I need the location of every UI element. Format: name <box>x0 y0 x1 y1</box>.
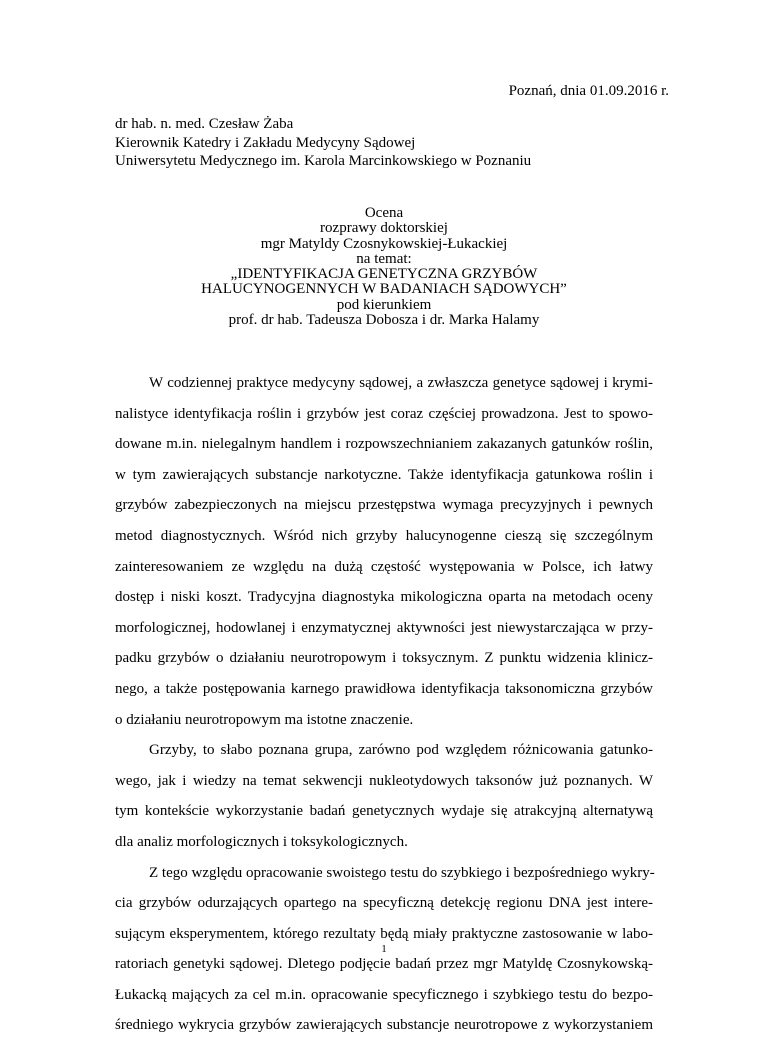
review-title-block <box>115 206 653 328</box>
body-line: padku grzybów o działaniu neurotropowym i toksycznym. Z punktu widzenia klinicz- <box>115 650 653 667</box>
body-line: dostęp i niski koszt. Tradycyjna diagnostyka mikologiczna oparta na metodach oceny <box>115 589 653 606</box>
body-line: Grzyby, to słabo poznana grupa, zarówno pod względem różnicowania gatunko- <box>149 742 653 759</box>
sender-block <box>115 115 531 171</box>
body-line: sującym eksperymentem, którego rezultaty będą miały praktyczne zastosowanie w labo- <box>115 925 653 942</box>
title-line-supervisors: prof. dr hab. Tadeusza Dobosza i dr. Marka Halamy <box>228 312 540 329</box>
document-date: Poznań, dnia 01.09.2016 r. <box>508 83 669 99</box>
body-line: o działaniu neurotropowym ma istotne znaczenie. <box>115 711 414 728</box>
body-line: ratoriach genetyki sądowej. Dletego podjęcie badań przez mgr Matyldę Czosnykowską- <box>115 956 653 973</box>
body-line: dowane m.in. nielegalnym handlem i rozpowszechnianiem zakazanych gatunków roślin, <box>115 436 653 453</box>
body-line: tym kontekście wykorzystanie badań genetycznych wydaje się atrakcyjną alternatywą <box>115 803 653 820</box>
body-line: grzybów zabezpieczonych na miejscu przestępstwa wymaga precyzyjnych i pewnych <box>115 497 653 514</box>
body-line: morfologicznej, hodowlanej i enzymatycznej aktywności jest niewystarczająca w przy- <box>115 619 653 636</box>
thesis-title-line-1: „IDENTYFIKACJA GENETYCZNA GRZYBÓW <box>230 266 538 283</box>
title-line-author: mgr Matyldy Czosnykowskiej-Łukackiej <box>260 235 508 252</box>
body-line: nego, a także postępowania karnego prawidłowa identyfikacja taksonomiczna grzybów <box>115 680 653 697</box>
title-line-na-temat: na temat: <box>356 250 412 267</box>
body-line: cia grzybów odurzających opartego na specyficzną detekcję regionu DNA jest intere- <box>115 895 653 912</box>
body-line: w tym zawierających substancje narkotyczne. Także identyfikacja gatunkowa roślin i <box>115 466 653 483</box>
title-line-ocena: Ocena <box>364 205 404 221</box>
page-number: 1 <box>381 943 387 955</box>
body-line: Z tego względu opracowanie swoistego testu do szybkiego i bezpośredniego wykry- <box>149 864 655 881</box>
body-line: metod diagnostycznych. Wśród nich grzyby halucynogenne cieszą się szczególnym <box>115 527 653 544</box>
body-line: Łukacką mających za cel m.in. opracowanie specyficznego i szybkiego testu do bezpo- <box>115 986 653 1003</box>
body-line: wego, jak i wiedzy na temat sekwencji nukleotydowych taksonów już poznanych. W <box>115 772 653 789</box>
body-line: nalistyce identyfikacja roślin i grzybów jest coraz częściej prowadzona. Jest to spowo- <box>115 405 653 422</box>
title-line-pod-kierunkiem: pod kierunkiem <box>336 296 432 313</box>
sender-position: Kierownik Katedry i Zakładu Medycyny Sądowej <box>115 134 416 151</box>
sender-institution: Uniwersytetu Medycznego im. Karola Marcinkowskiego w Poznaniu <box>115 153 532 169</box>
body-line: średniego wykrycia grzybów zawierających substancje neurotropowe z wykorzystaniem <box>115 1017 653 1034</box>
body-line: dla analiz morfologicznych i toksykologicznych. <box>115 833 408 850</box>
title-line-rozprawy: rozprawy doktorskiej <box>320 220 448 237</box>
sender-name: dr hab. n. med. Czesław Żaba <box>115 116 294 132</box>
thesis-title-line-2: HALUCYNOGENNYCH W BADANIACH SĄDOWYCH” <box>201 281 567 298</box>
review-body-text <box>115 368 653 1041</box>
body-line: W codziennej praktyce medycyny sądowej, a zwłaszcza genetyce sądowej i krymi- <box>149 375 653 391</box>
body-line: zainteresowaniem ze względu na dużą częstość występowania w Polsce, ich łatwy <box>115 558 653 575</box>
